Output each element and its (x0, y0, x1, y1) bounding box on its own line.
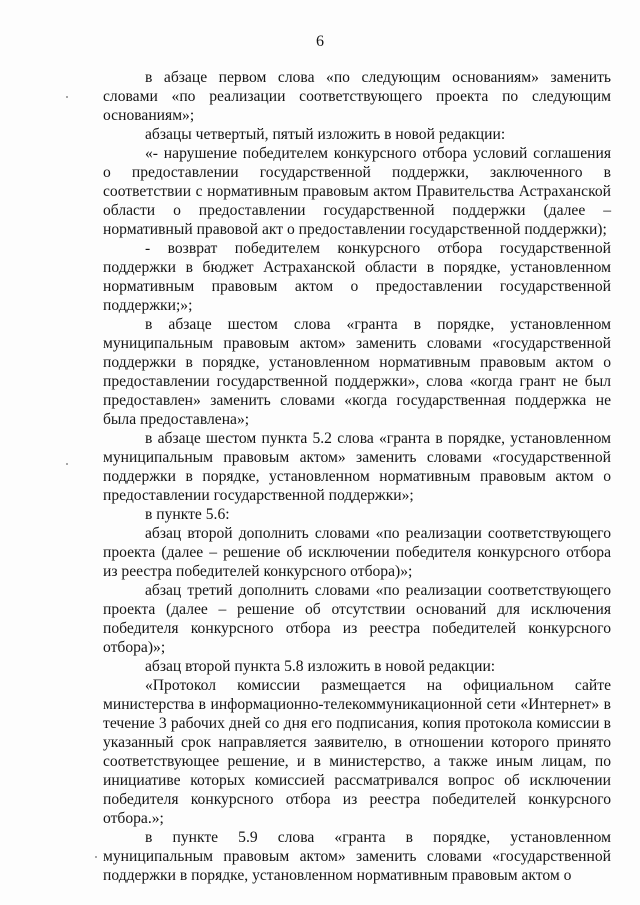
scan-speck (66, 463, 68, 465)
scan-speck (66, 96, 68, 98)
paragraph: - возврат победителем конкурсного отбора государственной поддержки в бюджет Астраханской области в порядке, установленном нормативным правовым актом о предоставлении государственной поддержки;»; (103, 240, 611, 314)
paragraph: в абзаце шестом слова «гранта в порядке, установленном муниципальным правовым актом» заменить словами «государственной поддержки в порядке, установленном нормативным правовым актом о предоставлении государственной поддержки», слова «когда грант не был предоставлен» заменить словами «когда государственная поддержка не была предоставлена»; (103, 316, 611, 428)
document-body (103, 68, 611, 885)
paragraph: в абзаце первом слова «по следующим основаниям» заменить словами «по реализации соответствующего проекта по следующим основаниям»; (103, 69, 611, 124)
paragraph: «Протокол комиссии размещается на официальном сайте министерства в информационно-телекоммуникационной сети «Интернет» в течение 3 рабочих дней со дня его подписания, копия протокола комиссии в указанный срок направляется заявителю, в отношении которого принято соответствующее решение, и в министерство, а также иным лицам, по инициативе которых комиссией рассматривался вопрос об исключении победителя конкурсного отбора из реестра победителей конкурсного отбора.»; (103, 677, 611, 827)
paragraph: в пункте 5.6: (145, 506, 230, 523)
paragraph: абзацы четвертый, пятый изложить в новой редакции: (145, 126, 506, 143)
paragraph: «- нарушение победителем конкурсного отбора условий соглашения о предоставлении государственной поддержки, заключенного в соответствии с нормативным правовым актом Правительства Астраханской области о предоставлении государственной поддержки (далее – нормативный правовой акт о предоставлении государственной поддержки); (103, 145, 611, 238)
paragraph: абзац третий дополнить словами «по реализации соответствующего проекта (далее – решение об отсутствии оснований для исключения победителя конкурсного отбора из реестра победителей конкурсного отбора)»; (103, 582, 611, 656)
paragraph: абзац второй дополнить словами «по реализации соответствующего проекта (далее – решение об исключении победителя конкурсного отбора из реестра победителей конкурсного отбора)»; (103, 525, 611, 580)
paragraph: абзац второй пункта 5.8 изложить в новой редакции: (145, 658, 496, 675)
scan-speck (95, 856, 97, 858)
page-number: 6 (316, 33, 324, 50)
paragraph: в пункте 5.9 слова «гранта в порядке, установленном муниципальным правовым актом» заменить словами «государственной поддержки в порядке, установленном нормативным правовым актом о (103, 829, 611, 884)
paragraph: в абзаце шестом пункта 5.2 слова «гранта в порядке, установленном муниципальным правовым актом» заменить словами «государственной поддержки в порядке, установленном нормативным правовым актом о предоставлении государственной поддержки»; (103, 430, 611, 504)
